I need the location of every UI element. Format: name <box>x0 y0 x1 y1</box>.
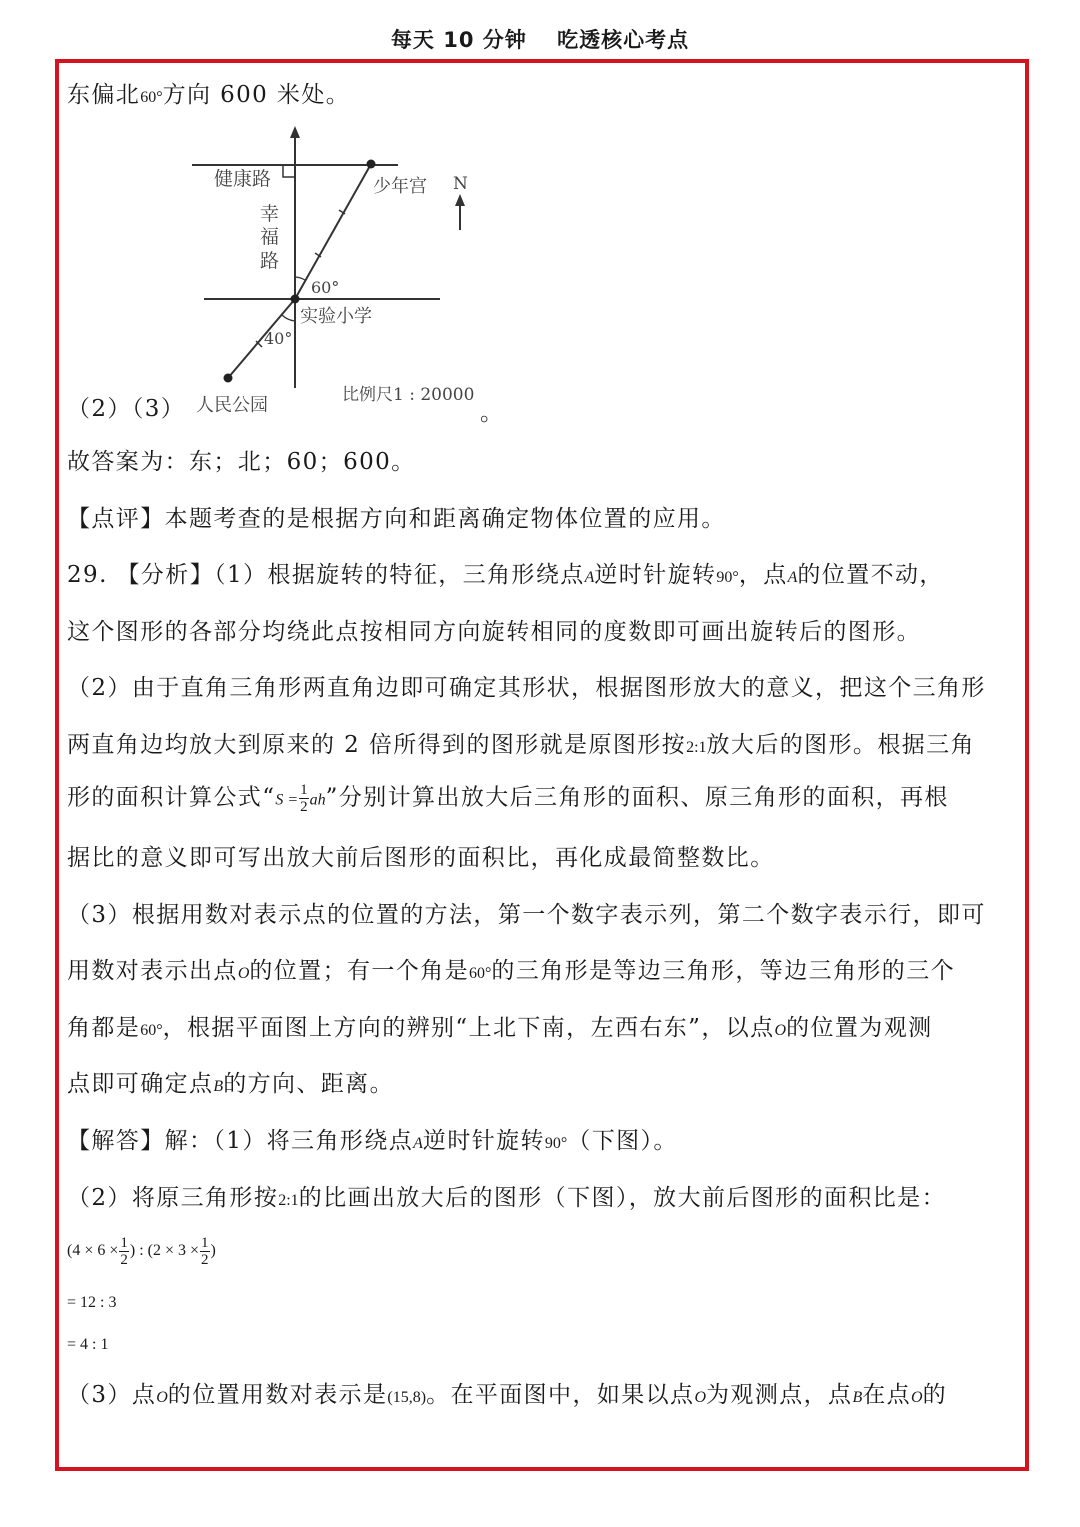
part23-end: 。 <box>480 400 505 426</box>
label-xingfu-2: 福 <box>260 226 280 248</box>
fraction-half: $\frac{1}{2}$ <box>300 782 308 815</box>
q29-line-1: 29. 【分析】（1）根据旋转的特征，三角形绕点A逆时针旋转90°，点A的位置不动， <box>67 562 944 588</box>
solution-line-3: （3）点O的位置用数对表示是(15,8)。在平面图中，如果以点O为观测点，点B在点O的 <box>67 1382 947 1408</box>
label-park: 人民公园 <box>196 395 268 416</box>
p2-line-1: （2）由于直角三角形两直角边即可确定其形状，根据图形放大的意义，把这个三角形 <box>67 675 986 701</box>
p2-line-3: 形的面积计算公式“S = $\frac{1}{2}$ ah”分别计算出放大后三角形的面积、原三角形的面积，再根 <box>67 782 949 815</box>
p2-line-4: 据比的意义即可写出放大前后图形的面积比，再化成最简整数比。 <box>67 845 775 871</box>
q29-line-2: 这个图形的各部分均绕此点按相同方向旋转相同的度数即可画出旋转后的图形。 <box>67 619 921 645</box>
intro-line: 东偏北60°方向 600 米处。 <box>67 82 351 108</box>
location-map <box>190 122 510 422</box>
p3-line-2: 用数对表示出点O的位置；有一个角是60°的三角形是等边三角形，等边三角形的三个 <box>67 958 955 984</box>
answer-line: 故答案为：东；北；60；600。 <box>67 449 416 475</box>
shaoniangong-point <box>367 160 376 169</box>
angle-60-arc <box>295 277 305 280</box>
p3-line-4: 点即可确定点B的方向、距离。 <box>67 1071 394 1097</box>
calc-line-1: (4 × 6 × $\frac{1}{2}$ ) : (2 × 3 × $\frac{1}{2}$ ) <box>67 1235 216 1268</box>
right-angle-mark <box>283 165 295 177</box>
page-header: 每天 10 分钟 吃透核心考点 <box>390 28 690 52</box>
school-point <box>291 295 300 304</box>
solution-line-1: 【解答】解：（1）将三角形绕点A逆时针旋转90°（下图）。 <box>67 1128 678 1154</box>
p3-line-1: （3）根据用数对表示点的位置的方法，第一个数字表示列，第二个数字表示行，即可 <box>67 902 986 928</box>
label-shaoniangong: 少年宫 <box>373 176 427 197</box>
north-arrow-icon <box>455 194 465 206</box>
label-angle-60: 60° <box>311 278 340 297</box>
p3-line-3: 角都是60°，根据平面图上方向的辨别“上北下南，左西右东”，以点O的位置为观测 <box>67 1015 933 1041</box>
label-angle-40: 40° <box>264 329 293 348</box>
calc-line-3: = 4 : 1 <box>67 1336 109 1353</box>
comment-line: 【点评】本题考查的是根据方向和距离确定物体位置的应用。 <box>67 506 726 532</box>
label-north: N <box>453 174 468 194</box>
park-point <box>224 374 233 383</box>
calc-line-2: = 12 : 3 <box>67 1294 117 1311</box>
p2-line-2: 两直角边均放大到原来的 2 倍所得到的图形就是原图形按2:1放大后的图形。根据三角 <box>67 732 975 758</box>
solution-line-2: （2）将原三角形按2:1的比画出放大后的图形（下图），放大前后图形的面积比是： <box>67 1185 946 1211</box>
label-scale: 比例尺1 : 20000 <box>342 385 475 405</box>
label-jiankang: 健康路 <box>214 168 272 190</box>
label-school: 实验小学 <box>300 306 372 327</box>
label-xingfu-1: 幸 <box>260 203 280 225</box>
road-arrow-icon <box>290 126 300 138</box>
label-xingfu-3: 路 <box>260 250 280 272</box>
part23-label: （2）（3） <box>67 396 186 422</box>
angle-40-arc <box>282 315 295 321</box>
